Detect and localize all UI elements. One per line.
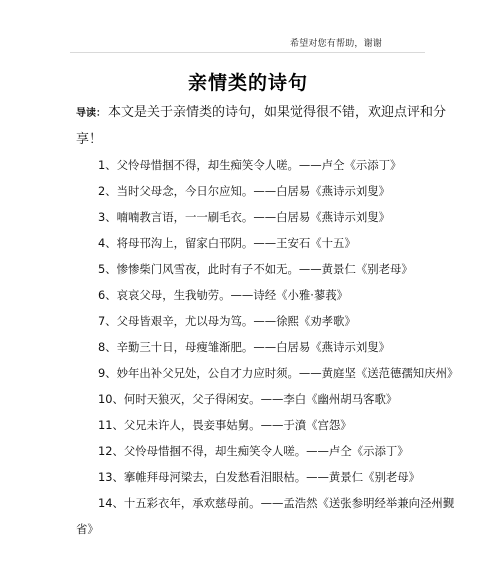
poem-line-10: 10、何时天狼灭，父子得闲安。——李白《幽州胡马客歌》: [98, 392, 398, 406]
poem-line-13: 13、搴帷拜母河梁去，白发愁看泪眼枯。——黄景仁《别老母》: [98, 470, 421, 484]
intro-paragraph: [76, 100, 458, 153]
poem-line-3: 3、喃喃教言语，一一刷毛衣。——白居易《燕诗示刘叟》: [98, 210, 391, 224]
header-divider: [70, 52, 425, 53]
intro-text: 本文是关于亲情类的诗句，如果觉得很不错，欢迎点评和分享！: [76, 105, 447, 147]
poem-line-11: 11、父兄未许人，畏妾事姑舅。——于濆《宫怨》: [98, 418, 352, 432]
poem-line-6: 6、哀哀父母，生我劬劳。——诗经《小雅·蓼莪》: [98, 288, 349, 302]
poem-line-5: 5、惨惨柴门风雪夜，此时有子不如无。——黄景仁《别老母》: [98, 262, 413, 276]
poem-line-2: 2、当时父母念，今日尔应知。——白居易《燕诗示刘叟》: [98, 184, 391, 198]
poem-line-4: 4、将母邗沟上，留家白邗阴。——王安石《十五》: [98, 236, 356, 250]
page-title: 亲情类的诗句: [187, 72, 308, 94]
poem-line-7: 7、父母皆艰辛，尤以母为笃。——徐熙《劝孝歌》: [98, 314, 356, 328]
poem-line-8: 8、辛勤三十日，母瘦雏渐肥。——白居易《燕诗示刘叟》: [98, 340, 391, 354]
poem-line-9: 9、妙年出补父兄处，公自才力应时须。——黄庭坚《送范德孺知庆州》: [98, 366, 459, 380]
intro-label: 导读：: [76, 108, 106, 119]
poem-line-1: 1、父怜母惜掴不得，却生痴笑令人嗟。——卢仝《示添丁》: [98, 158, 402, 172]
poem-line-14: 14、十五彩衣年，承欢慈母前。——孟浩然《送张参明经举兼向泾州觐省》: [76, 496, 455, 536]
poem-list: [76, 152, 458, 542]
header-note: 希望对您有帮助，谢谢: [290, 39, 383, 49]
poem-line-12: 12、父怜母惜掴不得，却生痴笑令人嗟。——卢仝《示添丁》: [98, 444, 409, 458]
